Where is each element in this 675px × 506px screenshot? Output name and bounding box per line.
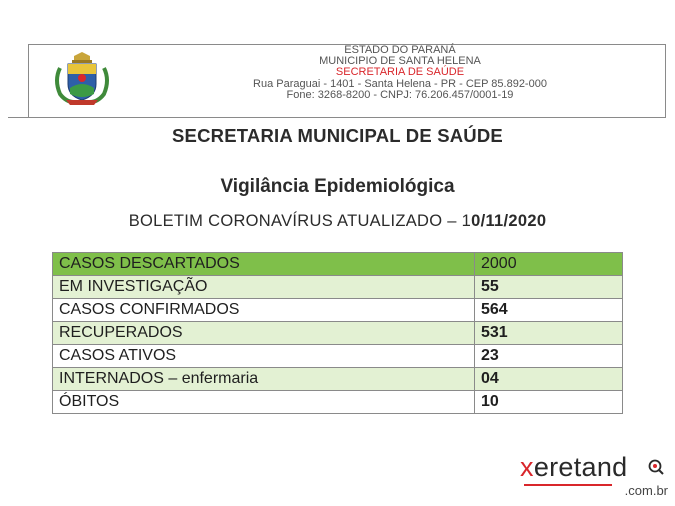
table-row: [53, 345, 623, 368]
row-value: 55: [475, 276, 623, 299]
bulletin-date: 0/11/2020: [471, 212, 547, 230]
bulletin-prefix: BOLETIM CORONAVÍRUS ATUALIZADO – 1: [128, 212, 472, 230]
watermark-underline: [524, 484, 612, 486]
letterhead-divider: [8, 117, 666, 118]
watermark-first-letter: x: [520, 452, 534, 482]
watermark-word-rest: eretand: [533, 452, 628, 482]
table-row: [53, 391, 623, 414]
page-title: SECRETARIA MUNICIPAL DE SAÚDE: [172, 125, 503, 146]
row-value: 531: [475, 322, 623, 345]
row-value: 04: [475, 368, 623, 391]
row-value: 564: [475, 299, 623, 322]
letterhead-department: SECRETARIA DE SAÚDE: [335, 66, 465, 79]
bulletin-title: [0, 212, 675, 231]
row-label: CASOS CONFIRMADOS: [53, 299, 475, 322]
table-row: [53, 276, 623, 299]
row-label: EM INVESTIGAÇÃO: [53, 276, 475, 299]
table-row: [53, 368, 623, 391]
row-label: CASOS ATIVOS: [53, 345, 475, 368]
watermark-logo: [520, 452, 670, 502]
table-row: [53, 322, 623, 345]
letterhead-municipality: MUNICIPIO DE SANTA HELENA: [319, 55, 481, 68]
row-value: 2000: [475, 253, 623, 276]
table-row: [53, 299, 623, 322]
row-value: 23: [475, 345, 623, 368]
municipal-crest-icon: [52, 50, 112, 108]
row-value: 10: [475, 391, 623, 414]
letterhead-text: [225, 45, 575, 101]
letterhead-state: ESTADO DO PARANÁ: [344, 44, 456, 56]
watermark-domain: .com.br: [624, 483, 668, 498]
row-label: INTERNADOS – enfermaria: [53, 368, 475, 391]
row-label: ÓBITOS: [53, 391, 475, 414]
stats-table: [52, 252, 623, 414]
row-label: RECUPERADOS: [53, 322, 475, 345]
row-label: CASOS DESCARTADOS: [53, 253, 475, 276]
watermark-word: [520, 452, 628, 483]
table-row: [53, 253, 623, 276]
page-subtitle: Vigilância Epidemiológica: [220, 176, 455, 197]
magnifier-icon: [648, 459, 664, 475]
letterhead-address: Rua Paraguai - 1401 - Santa Helena - PR - CEP 85.892-000: [253, 77, 547, 90]
letterhead-contact: Fone: 3268-8200 - CNPJ: 76.206.457/0001-19: [286, 88, 514, 101]
